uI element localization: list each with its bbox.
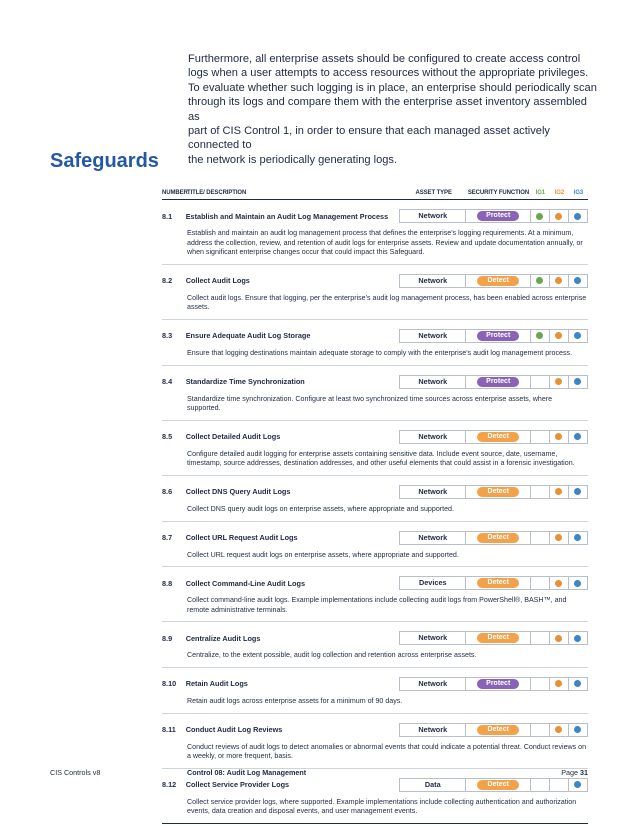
security-function-badge: Detect	[477, 432, 519, 442]
row-header	[162, 430, 588, 444]
intro-line: logs when a user attempts to access resources without the appropriate privileges.	[188, 67, 589, 80]
ig3-dot-icon	[574, 580, 581, 587]
row-header	[162, 723, 588, 737]
safeguard-title: Centralize Audit Logs	[185, 633, 261, 643]
safeguard-title: Collect Service Provider Logs	[185, 780, 290, 790]
safeguard-description: Standardize time synchronization. Configure at least two synchronized time sources across enterprise assets, where supported.	[187, 394, 553, 413]
intro-line: the network is periodically generating logs.	[188, 153, 398, 166]
safeguard-title: Collect URL Request Audit Logs	[185, 533, 298, 543]
ig2-cell	[550, 723, 569, 737]
asset-type: Network	[399, 430, 466, 444]
safeguard-number: 8.2	[162, 276, 173, 286]
ig2-dot-icon	[555, 332, 562, 339]
asset-type: Network	[399, 531, 466, 545]
safeguard-number: 8.11	[162, 725, 176, 734]
ig1-cell	[531, 209, 550, 223]
ig3-cell	[569, 274, 588, 288]
safeguard-number: 8.10	[162, 679, 177, 689]
safeguard-title: Collect DNS Query Audit Logs	[185, 487, 291, 497]
ig2-cell	[550, 329, 569, 343]
ig3-dot-icon	[574, 488, 581, 495]
asset-type: Network	[399, 274, 466, 288]
footer-page-number: 31	[580, 768, 588, 777]
ig1-cell	[531, 329, 550, 343]
safeguard-number: 8.3	[162, 331, 173, 341]
ig3-cell	[569, 329, 588, 343]
table-row	[162, 209, 588, 265]
safeguard-description: Establish and maintain an audit log management process that defines the enterprise's logging requirements. At a minimum, address the collection, review, and retention of audit logs for enterprise assets. Review and update documentation annually, or when significant enterprise changes occur that could impact this Safeguard.	[187, 229, 583, 257]
row-header	[162, 631, 588, 645]
ig2-dot-icon	[555, 635, 562, 642]
table-row	[162, 485, 588, 522]
ig2-cell	[550, 778, 569, 792]
asset-type: Data	[399, 778, 466, 792]
ig1-dot-icon	[536, 332, 543, 339]
row-header	[162, 274, 588, 288]
ig1-cell	[531, 274, 550, 288]
ig3-cell	[569, 209, 588, 223]
ig1-cell	[531, 375, 550, 389]
ig2-dot-icon	[555, 433, 562, 440]
safeguard-description: Configure detailed audit logging for enterprise assets containing sensitive data. Include event source, date, username, timestamp, source addresses, destination addresses, and other useful elements that could assist in a forensic investigation.	[187, 449, 575, 468]
ig2-cell	[550, 485, 569, 499]
security-function-cell	[466, 375, 531, 389]
ig3-cell	[569, 430, 588, 444]
safeguard-title: Conduct Audit Log Reviews	[185, 725, 283, 734]
footer-control-name: Control 08: Audit Log Management	[187, 768, 307, 777]
ig2-dot-icon	[555, 534, 562, 541]
safeguard-number: 8.12	[162, 780, 177, 790]
table-row	[162, 723, 588, 769]
header-asset-type: ASSET TYPE	[415, 189, 452, 196]
ig3-dot-icon	[574, 680, 581, 687]
safeguard-description: Retain audit logs across enterprise assets for a minimum of 90 days.	[187, 696, 403, 705]
security-function-cell	[466, 329, 531, 343]
security-function-badge: Detect	[477, 725, 519, 735]
security-function-cell	[466, 778, 531, 792]
ig3-dot-icon	[574, 378, 581, 385]
safeguard-number: 8.7	[162, 533, 173, 543]
safeguard-number: 8.1	[162, 211, 173, 221]
security-function-badge: Protect	[477, 331, 519, 341]
asset-type: Network	[399, 677, 466, 691]
ig2-dot-icon	[555, 488, 562, 495]
ig2-cell	[550, 430, 569, 444]
ig3-cell	[569, 723, 588, 737]
safeguard-description: Collect audit logs. Ensure that logging, per the enterprise's audit log management process, has been enabled across enterprise assets.	[187, 293, 587, 312]
footer-doc-name: CIS Controls v8	[50, 768, 101, 777]
ig2-cell	[550, 375, 569, 389]
ig2-cell	[550, 274, 569, 288]
ig2-dot-icon	[555, 213, 562, 220]
safeguard-number: 8.9	[162, 633, 173, 643]
ig2-cell	[550, 209, 569, 223]
table-header	[162, 186, 588, 200]
ig1-dot-icon	[536, 277, 543, 284]
security-function-badge: Protect	[477, 377, 519, 387]
safeguard-description: Conduct reviews of audit logs to detect anomalies or abnormal events that could indicate a potential threat. Conduct reviews on a weekly, or more frequent, basis.	[187, 742, 587, 761]
table-row	[162, 778, 588, 824]
asset-type: Network	[399, 723, 466, 737]
safeguard-title: Standardize Time Synchronization	[185, 377, 305, 387]
header-number: NUMBER	[162, 189, 188, 196]
ig3-cell	[569, 677, 588, 691]
ig3-cell	[569, 375, 588, 389]
ig3-dot-icon	[574, 781, 581, 788]
table-row	[162, 531, 588, 568]
security-function-cell	[466, 531, 531, 545]
ig1-dot-icon	[536, 213, 543, 220]
security-function-cell	[466, 677, 531, 691]
asset-type: Network	[399, 485, 466, 499]
safeguard-number: 8.5	[162, 432, 173, 442]
intro-line: To evaluate whether such logging is in place, an enterprise should periodically scan	[188, 81, 597, 94]
safeguard-description: Collect service provider logs, where supported. Example implementations include collecting authentication and authorization events, data creation and disposal events, and user management events.	[187, 797, 577, 816]
ig1-cell	[531, 485, 550, 499]
safeguards-table	[162, 186, 588, 824]
ig2-dot-icon	[555, 277, 562, 284]
security-function-badge: Protect	[477, 679, 519, 689]
safeguard-description: Collect command-line audit logs. Example implementations include collecting audit logs from PowerShell®, BASH™, and remote administrative terminals.	[187, 596, 567, 614]
ig3-cell	[569, 485, 588, 499]
ig3-cell	[569, 631, 588, 645]
header-ig3: IG3	[573, 189, 584, 196]
ig1-cell	[531, 631, 550, 645]
security-function-badge: Detect	[477, 780, 519, 790]
intro-line: through its logs and compare them with the enterprise asset inventory assembled as	[188, 96, 587, 123]
security-function-badge: Detect	[477, 578, 519, 588]
security-function-cell	[466, 485, 531, 499]
row-header	[162, 576, 588, 590]
ig3-dot-icon	[574, 433, 581, 440]
ig3-dot-icon	[574, 726, 581, 733]
row-header	[162, 375, 588, 389]
intro-line: Furthermore, all enterprise assets should be configured to create access control	[188, 53, 581, 65]
security-function-cell	[466, 723, 531, 737]
ig3-dot-icon	[574, 534, 581, 541]
table-body	[162, 209, 588, 824]
ig2-dot-icon	[555, 726, 562, 733]
safeguard-number: 8.8	[162, 578, 173, 588]
table-row	[162, 631, 588, 668]
security-function-cell	[466, 631, 531, 645]
safeguard-title: Collect Audit Logs	[185, 276, 250, 286]
ig3-dot-icon	[574, 332, 581, 339]
ig1-cell	[531, 677, 550, 691]
row-header	[162, 329, 588, 343]
ig3-cell	[569, 531, 588, 545]
ig2-dot-icon	[555, 680, 562, 687]
security-function-cell	[466, 209, 531, 223]
security-function-badge: Detect	[477, 487, 519, 497]
row-header	[162, 677, 588, 691]
security-function-badge: Detect	[477, 533, 519, 543]
safeguard-description: Collect URL request audit logs on enterprise assets, where appropriate and supported.	[187, 550, 459, 559]
ig2-cell	[550, 531, 569, 545]
security-function-badge: Protect	[477, 211, 519, 221]
footer-page	[561, 768, 588, 777]
ig2-cell	[550, 631, 569, 645]
intro-paragraph	[188, 52, 598, 167]
ig1-cell	[531, 723, 550, 737]
intro-line: part of CIS Control 1, in order to ensure that each managed asset actively connected to	[188, 125, 550, 152]
safeguard-title: Retain Audit Logs	[185, 679, 248, 689]
ig2-dot-icon	[555, 580, 562, 587]
table-row	[162, 375, 588, 421]
section-title: Safeguards	[50, 150, 159, 172]
table-row	[162, 329, 588, 366]
ig3-dot-icon	[574, 213, 581, 220]
safeguard-description: Collect DNS query audit logs on enterprise assets, where appropriate and supported.	[187, 504, 454, 513]
ig1-cell	[531, 531, 550, 545]
row-header	[162, 209, 588, 223]
asset-type: Network	[399, 209, 466, 223]
ig3-cell	[569, 778, 588, 792]
security-function-badge: Detect	[477, 276, 519, 286]
security-function-cell	[466, 430, 531, 444]
asset-type: Network	[399, 375, 466, 389]
header-title: TITLE/ DESCRIPTION	[187, 189, 247, 196]
ig2-cell	[550, 576, 569, 590]
row-header	[162, 485, 588, 499]
table-row	[162, 430, 588, 476]
table-row	[162, 576, 588, 622]
row-header	[162, 778, 588, 792]
footer-page-label: Page	[561, 768, 578, 777]
ig3-cell	[569, 576, 588, 590]
safeguard-title: Establish and Maintain an Audit Log Management Process	[185, 211, 389, 221]
header-security-function: SECURITY FUNCTION	[467, 189, 530, 196]
page-footer	[50, 768, 588, 777]
security-function-cell	[466, 274, 531, 288]
safeguard-description: Ensure that logging destinations maintain adequate storage to comply with the enterprise's audit log management process.	[187, 348, 573, 357]
security-function-badge: Detect	[477, 633, 519, 643]
asset-type: Network	[399, 631, 466, 645]
safeguard-title: Collect Detailed Audit Logs	[185, 432, 281, 442]
safeguard-title: Ensure Adequate Audit Log Storage	[185, 331, 311, 341]
ig3-dot-icon	[574, 277, 581, 284]
ig2-cell	[550, 677, 569, 691]
header-ig2: IG2	[554, 189, 565, 196]
safeguard-number: 8.4	[162, 377, 173, 387]
ig2-dot-icon	[555, 378, 562, 385]
ig1-cell	[531, 430, 550, 444]
security-function-cell	[466, 576, 531, 590]
ig3-dot-icon	[574, 635, 581, 642]
row-header	[162, 531, 588, 545]
safeguard-title: Collect Command-Line Audit Logs	[185, 578, 306, 588]
safeguard-description: Centralize, to the extent possible, audit log collection and retention across enterprise assets.	[187, 651, 477, 660]
asset-type: Network	[399, 329, 466, 343]
safeguard-number: 8.6	[162, 487, 173, 497]
table-row	[162, 677, 588, 714]
header-ig1: IG1	[535, 189, 546, 196]
ig1-cell	[531, 778, 550, 792]
ig1-cell	[531, 576, 550, 590]
asset-type: Devices	[399, 576, 466, 590]
table-row	[162, 274, 588, 320]
